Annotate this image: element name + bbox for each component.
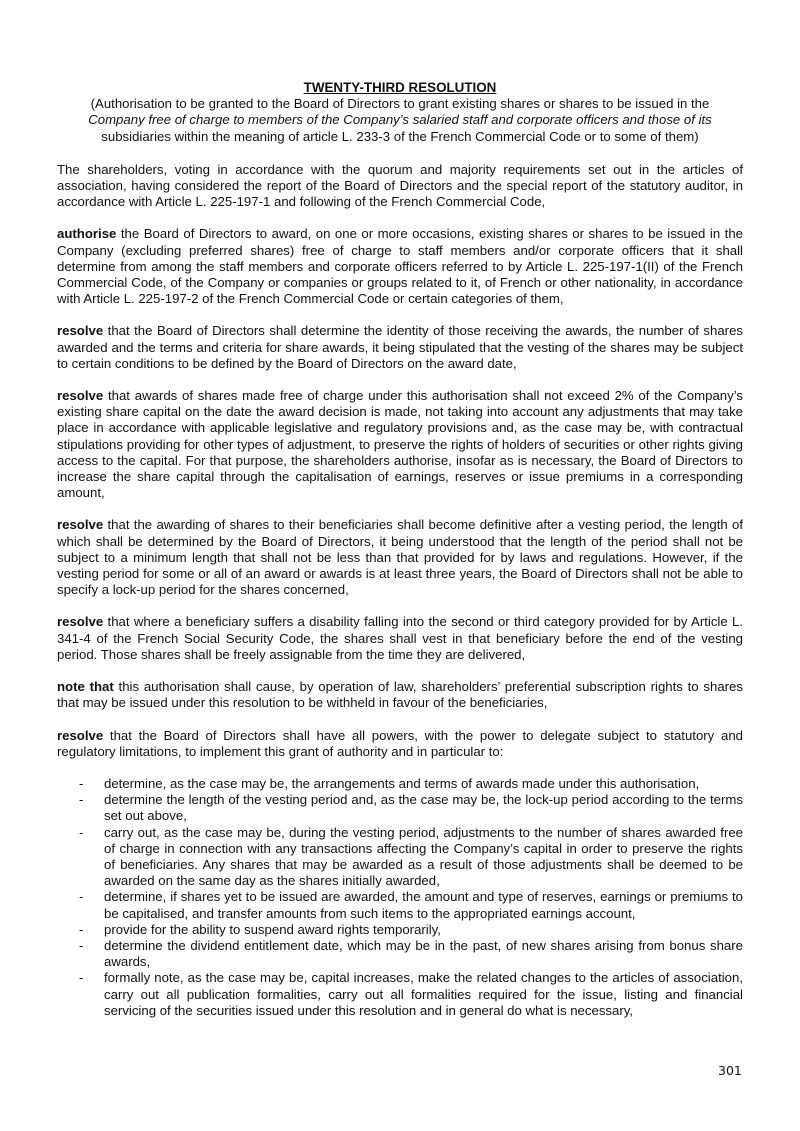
paragraph-keyword: resolve (57, 727, 104, 743)
paragraph-text: that where a beneficiary suffers a disability falling into the second or third category provided for by Article L. 341-4 of the French Social Security Code, the shares shall vest in that beneficiary before the end of the vesting period. Those shares shall be freely assignable from the time they are delivered, (57, 614, 743, 662)
list-item (57, 776, 743, 792)
list-dash: - (79, 970, 84, 986)
paragraph-note-that (57, 679, 743, 711)
resolution-subtitle (57, 96, 743, 145)
subtitle-line-2: Company free of charge to members of the Company’s salaried staff and corporate officers and those of its (88, 112, 712, 128)
list-dash: - (79, 824, 84, 840)
paragraph-resolve-vesting (57, 517, 743, 598)
paragraph-resolve-identity (57, 323, 743, 372)
paragraph-text: that the Board of Directors shall have all powers, with the power to delegate subject to statutory and regulatory limitations, to implement this grant of authority and in particular to: (57, 727, 743, 759)
paragraph-keyword: resolve (57, 388, 104, 404)
list-item-text: determine, as the case may be, the arrangements and terms of awards made under this authorisation, (104, 775, 700, 791)
list-item-text: provide for the ability to suspend award rights temporarily, (104, 921, 441, 937)
paragraph-keyword: resolve (57, 517, 104, 533)
list-item-text: determine the dividend entitlement date, which may be in the past, of new shares arising from bonus share awards, (104, 937, 743, 970)
list-item (57, 792, 743, 824)
list-item-text: determine the length of the vesting period and, as the case may be, the lock-up period according to the terms set out above, (104, 792, 743, 824)
powers-list (57, 776, 743, 1019)
list-item (57, 825, 743, 890)
resolution-title: TWENTY-THIRD RESOLUTION (303, 80, 497, 95)
document-page (57, 80, 743, 1019)
page-number: 301 (718, 1063, 742, 1078)
paragraph-preamble (57, 162, 743, 211)
paragraph-keyword: resolve (57, 614, 104, 630)
list-item-text: formally note, as the case may be, capital increases, make the related changes to the articles of association, carry out all publication formalities, carry out all formalities required for the issue, listing and financial servicing of the securities issued under this resolution and in general do what is necessary, (104, 970, 743, 1018)
paragraph-keyword: note that (57, 679, 114, 695)
list-item (57, 970, 743, 1019)
subtitle-line-3: subsidiaries within the meaning of article L. 233-3 of the French Commercial Code or to some of them) (101, 128, 699, 144)
paragraph-text: this authorisation shall cause, by operation of law, shareholders’ preferential subscription rights to shares that may be issued under this resolution to be withheld in favour of the beneficiaries, (57, 679, 743, 711)
list-item-text: determine, if shares yet to be issued are awarded, the amount and type of reserves, earnings or premiums to be capitalised, and transfer amounts from such items to the appropriated earnings account, (104, 889, 743, 921)
paragraph-text: that the Board of Directors shall determine the identity of those receiving the awards, the number of shares awarded and the terms and criteria for share awards, it being stipulated that the vesting of the shares may be subject to certain conditions to be defined by the Board of Directors on the award date, (57, 323, 743, 371)
paragraph-text: The shareholders, voting in accordance with the quorum and majority requirements set out in the articles of association, having considered the report of the Board of Directors and the special report of the statutory auditor, in accordance with Article L. 225-197-1 and following of the French Commercial Code, (57, 161, 743, 210)
paragraph-resolve-powers (57, 728, 743, 760)
subtitle-line-1: (Authorisation to be granted to the Board of Directors to grant existing shares or shares to be issued in the (90, 96, 710, 112)
list-item (57, 889, 743, 921)
paragraph-keyword: authorise (57, 226, 117, 242)
paragraph-resolve-limit (57, 388, 743, 501)
paragraph-keyword: resolve (57, 323, 104, 339)
list-dash: - (79, 937, 84, 953)
list-dash: - (79, 921, 84, 937)
list-item-text: carry out, as the case may be, during the vesting period, adjustments to the number of shares awarded free of charge in connection with any transactions affecting the Company’s capital in order to preserve the rights of beneficiaries. Any shares that may be awarded as a result of those adjustments shall be deemed to be awarded on the same day as the shares initially awarded, (104, 824, 743, 889)
list-dash: - (79, 775, 84, 791)
paragraph-resolve-disability (57, 614, 743, 663)
list-dash: - (79, 792, 84, 808)
list-item (57, 938, 743, 970)
list-dash: - (79, 889, 84, 905)
paragraph-text: the Board of Directors to award, on one or more occasions, existing shares or shares to be issued in the Company (excluding preferred shares) free of charge to staff members and/or corporate officers that it shall determine from among the staff members and corporate officers referred to by Article L. 225-197-1(II) of the French Commercial Code, of the Company or companies or groups related to it, of French or other nationality, in accordance with Article L. 225-197-2 of the French Commercial Code or certain categories of them, (57, 226, 743, 307)
paragraph-authorise (57, 226, 743, 307)
paragraph-text: that the awarding of shares to their beneficiaries shall become definitive after a vesting period, the length of which shall be determined by the Board of Directors, it being understood that the length of the period shall not be subject to a minimum length that shall not be less than that provided for by laws and regulations. However, if the vesting period for some or all of an award or awards is at least three years, the Board of Directors shall not be able to specify a lock-up period for the shares concerned, (57, 517, 743, 598)
list-item (57, 922, 743, 938)
paragraph-text: that awards of shares made free of charge under this authorisation shall not exceed 2% of the Company’s existing share capital on the date the award decision is made, not taking into account any adjustments that may take place in accordance with applicable legislative and regulatory provisions and, as the case may be, with contractual stipulations providing for other types of adjustment, to preserve the rights of holders of securities or other rights giving access to the capital. For that purpose, the shareholders authorise, insofar as is necessary, the Board of Directors to increase the share capital through the capitalisation of earnings, reserves or issue premiums in a corresponding amount, (57, 388, 743, 501)
